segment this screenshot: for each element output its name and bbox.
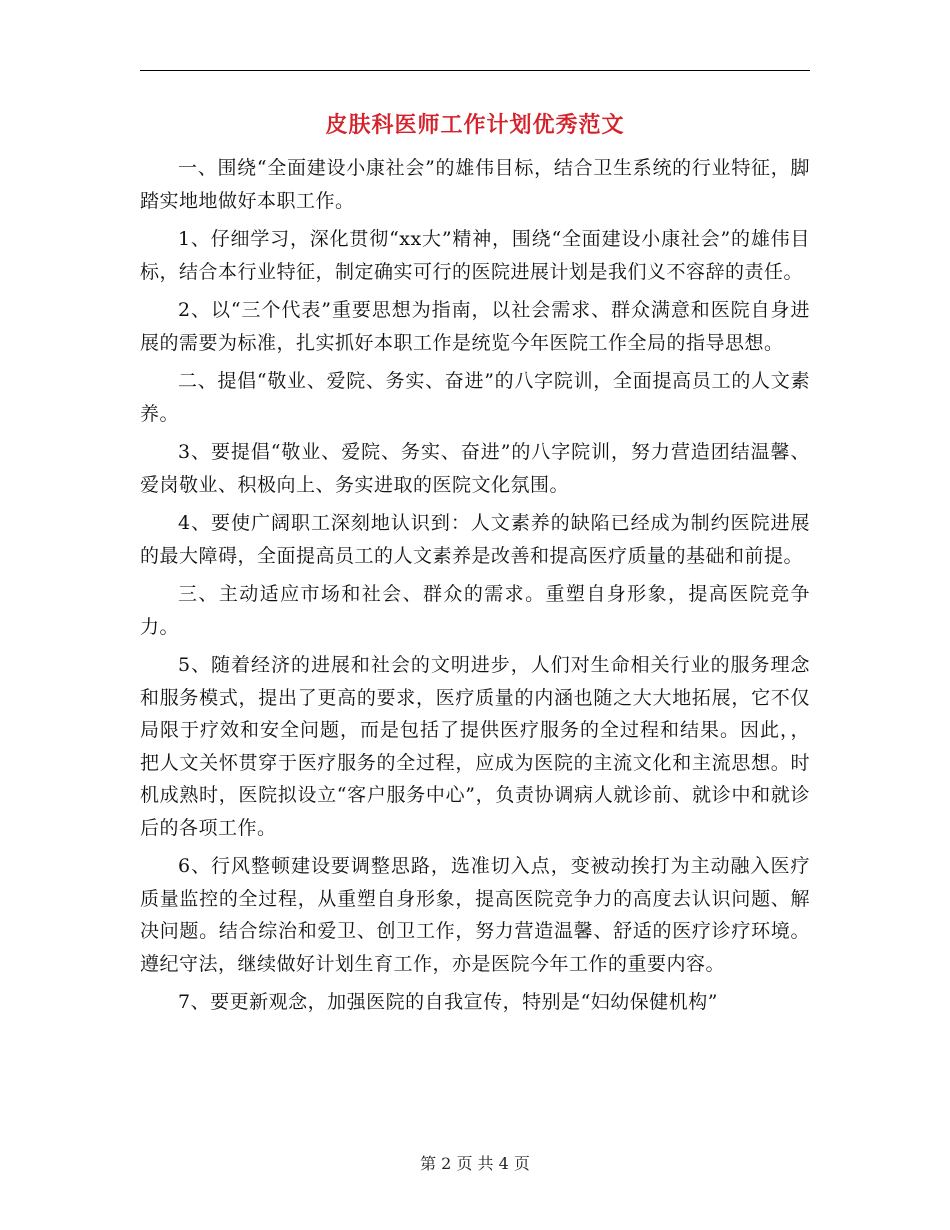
paragraph: 4、要使广阔职工深刻地认识到：人文素养的缺陷已经成为制约医院进展的最大障碍，全面提高员工的人文素养是改善和提高医疗质量的基础和前提。 — [140, 512, 810, 567]
document-body — [140, 152, 810, 1025]
paragraph: 一、围绕“全面建设小康社会”的雄伟目标，结合卫生系统的行业特征，脚踏实地地做好本职工作。 — [140, 157, 810, 212]
paragraph: 5、随着经济的进展和社会的文明进步，人们对生命相关行业的服务理念和服务模式，提出了更高的要求，医疗质量的内涵也随之大大地拓展，它不仅局限于疗效和安全问题，而是包括了提供医疗服务的全过程和结果。因此，，把人文关怀贯穿于医疗服务的全过程，应成为医院的主流文化和主流思想。时机成熟时，医院拟设立“客户服务中心”，负责协调病人就诊前、就诊中和就诊后的各项工作。 — [140, 654, 810, 839]
paragraph: 2、以“三个代表”重要思想为指南，以社会需求、群众满意和医院自身进展的需要为标准，扎实抓好本职工作是统览今年医院工作全局的指导思想。 — [140, 299, 810, 354]
document-title: 皮肤科医师工作计划优秀范文 — [325, 112, 625, 138]
paragraph: 1、仔细学习，深化贯彻“xx大”精神，围绕“全面建设小康社会”的雄伟目标，结合本行业特征，制定确实可行的医院进展计划是我们义不容辞的责任。 — [140, 228, 810, 283]
paragraph: 三、主动适应市场和社会、群众的需求。重塑自身形象，提高医院竞争力。 — [140, 583, 810, 638]
paragraph: 6、行风整顿建设要调整思路，选准切入点，变被动挨打为主动融入医疗质量监控的全过程，从重塑自身形象，提高医院竞争力的高度去认识问题、解决问题。结合综治和爱卫、创卫工作，努力营造温馨、舒适的医疗诊疗环境。遵纪守法，继续做好计划生育工作，亦是医院今年工作的重要内容。 — [140, 855, 810, 975]
page-number-footer: 第 2 页 共 4 页 — [420, 1154, 530, 1173]
paragraph: 二、提倡“敬业、爱院、务实、奋进”的八字院训，全面提高员工的人文素养。 — [140, 370, 810, 425]
paragraph: 7、要更新观念，加强医院的自我宣传，特别是“妇幼保健机构” — [178, 991, 719, 1013]
header-rule — [140, 70, 810, 71]
paragraph: 3、要提倡“敬业、爱院、务实、奋进”的八字院训，努力营造团结温馨、爱岗敬业、积极向上、务实进取的医院文化氛围。 — [140, 441, 810, 496]
